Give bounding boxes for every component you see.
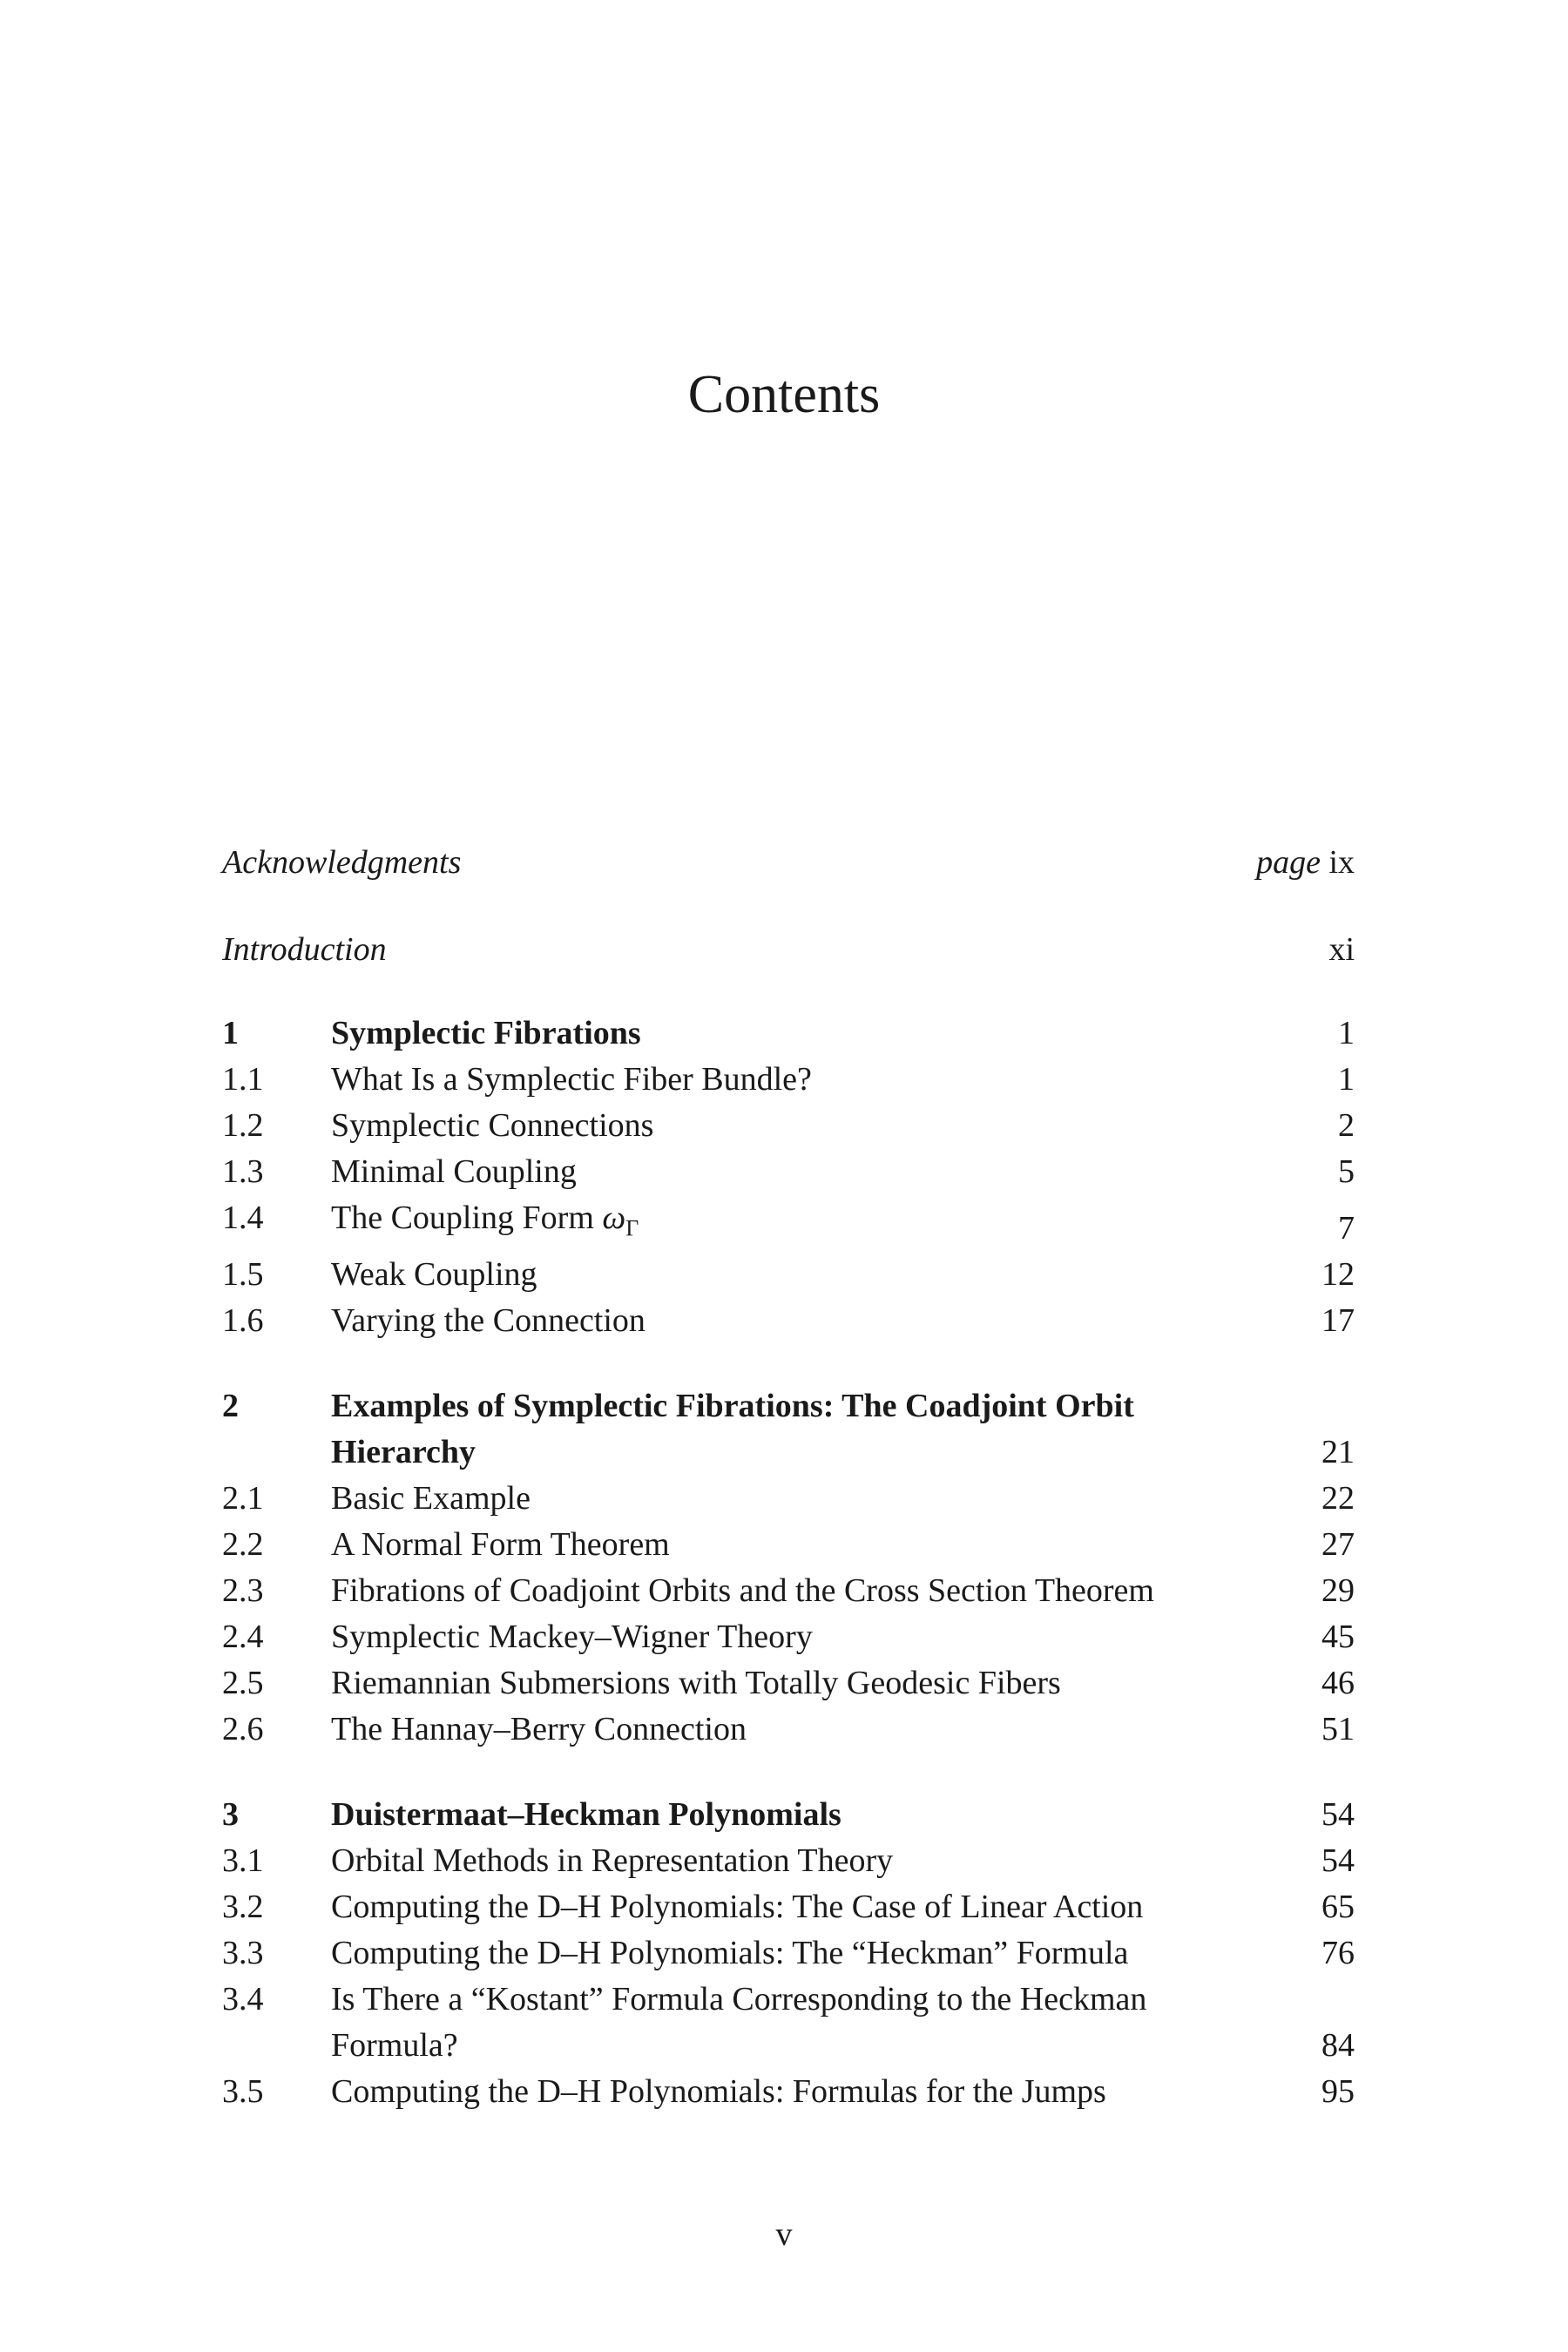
page-folio: v (775, 2216, 793, 2253)
section-number: 2.6 (222, 1710, 264, 1747)
chapter-page: 21 (1321, 1433, 1355, 1470)
section-title: Computing the D–H Polynomials: The Case of Linear Action (331, 1888, 1144, 1925)
chapter-page: 1 (1338, 1015, 1355, 1051)
section-number: 3.4 (222, 1980, 264, 2017)
toc-entry-title: Introduction (222, 931, 387, 968)
section-title: What Is a Symplectic Fiber Bundle? (331, 1061, 812, 1098)
section-number: 1.6 (222, 1301, 264, 1339)
toc-section-row[interactable] (222, 1660, 1355, 1707)
toc-section-row[interactable] (222, 1930, 1355, 1977)
section-number: 3.2 (222, 1888, 264, 1925)
section-title (331, 1195, 1211, 1252)
section-page: 84 (1321, 2026, 1355, 2064)
toc-section-row[interactable] (222, 1614, 1355, 1660)
toc-entry-introduction[interactable] (222, 923, 1355, 976)
section-page: 27 (1321, 1525, 1355, 1563)
chapter-number: 3 (222, 1795, 239, 1833)
section-number: 2.5 (222, 1664, 264, 1701)
chapter-page: 54 (1321, 1795, 1355, 1833)
page-number: xi (1328, 931, 1355, 968)
toc-chapter-2 (222, 1383, 1355, 1753)
section-title: Symplectic Mackey–Wigner Theory (331, 1618, 813, 1655)
section-page: 2 (1338, 1107, 1355, 1144)
chapter-title: Examples of Symplectic Fibrations: The Coadjoint Orbit Hierarchy (331, 1387, 1134, 1470)
section-title: Fibrations of Coadjoint Orbits and the Cross Section Theorem (331, 1571, 1154, 1609)
section-number: 2.4 (222, 1618, 264, 1655)
section-title: Is There a “Kostant” Formula Corresponding to the Heckman Formula? (331, 1980, 1147, 2064)
section-page: 51 (1321, 1710, 1355, 1747)
section-page: 65 (1321, 1888, 1355, 1925)
toc-section-row[interactable] (222, 2069, 1355, 2115)
section-page: 29 (1321, 1571, 1355, 1609)
section-title: Orbital Methods in Representation Theory (331, 1842, 894, 1879)
section-number: 3.5 (222, 2072, 264, 2110)
page-number: ix (1328, 844, 1355, 881)
toc-section-row[interactable] (222, 1476, 1355, 1522)
section-page: 76 (1321, 1934, 1355, 1971)
section-title: Riemannian Submersions with Totally Geodesic Fibers (331, 1664, 1061, 1701)
toc-section-row[interactable] (222, 1149, 1355, 1195)
section-number: 1.1 (222, 1061, 264, 1098)
chapter-title: Duistermaat–Heckman Polynomials (331, 1795, 841, 1833)
page-word: page (1256, 844, 1321, 881)
page-title: Contents (687, 365, 881, 424)
toc-chapter-heading[interactable] (222, 1010, 1355, 1057)
section-page: 22 (1321, 1479, 1355, 1517)
chapter-number: 2 (222, 1387, 239, 1424)
section-title: A Normal Form Theorem (331, 1525, 670, 1563)
toc-entry-page (1328, 923, 1355, 976)
section-page: 46 (1321, 1664, 1355, 1701)
toc-chapter-3 (222, 1792, 1355, 2115)
chapter-title: Symplectic Fibrations (331, 1015, 641, 1051)
section-number: 2.1 (222, 1479, 264, 1517)
section-number: 1.2 (222, 1107, 264, 1144)
toc-section-row[interactable] (222, 1252, 1355, 1298)
section-page: 12 (1321, 1255, 1355, 1293)
toc-section-row[interactable] (222, 1298, 1355, 1344)
toc-section-row[interactable] (222, 1057, 1355, 1103)
section-title: Basic Example (331, 1479, 531, 1517)
section-title: Varying the Connection (331, 1301, 645, 1339)
toc-section-row[interactable] (222, 1977, 1355, 2069)
section-title: Minimal Coupling (331, 1153, 577, 1190)
section-page: 7 (1338, 1209, 1355, 1247)
section-page: 5 (1338, 1153, 1355, 1190)
toc-section-row[interactable] (222, 1522, 1355, 1568)
section-number: 3.1 (222, 1842, 264, 1879)
toc-section-row[interactable] (222, 1884, 1355, 1930)
toc-entry-title: Acknowledgments (222, 844, 462, 881)
section-number: 1.3 (222, 1153, 264, 1190)
toc-section-row[interactable] (222, 1838, 1355, 1884)
omega-symbol: ω (602, 1200, 626, 1236)
toc-section-row[interactable] (222, 1707, 1355, 1753)
section-title: Computing the D–H Polynomials: Formulas for the Jumps (331, 2072, 1106, 2110)
section-title-text: The Coupling Form ω (331, 1200, 626, 1236)
toc-section-row[interactable] (222, 1568, 1355, 1614)
section-number: 2.3 (222, 1571, 264, 1609)
section-page: 54 (1321, 1842, 1355, 1879)
section-page: 45 (1321, 1618, 1355, 1655)
toc-entry-page (1256, 836, 1355, 889)
section-number: 1.4 (222, 1200, 264, 1236)
toc-chapter-heading[interactable] (222, 1792, 1355, 1838)
section-number: 1.5 (222, 1255, 264, 1293)
toc-entry-acknowledgments[interactable] (222, 836, 1355, 889)
section-title: Symplectic Connections (331, 1107, 654, 1144)
table-of-contents (222, 836, 1355, 2115)
toc-chapter-1 (222, 1010, 1355, 1344)
math-subscript: Γ (625, 1215, 639, 1241)
section-title: The Hannay–Berry Connection (331, 1710, 747, 1747)
section-page: 17 (1321, 1301, 1355, 1339)
toc-section-row[interactable] (222, 1195, 1355, 1252)
section-number: 2.2 (222, 1525, 264, 1563)
section-page: 95 (1321, 2072, 1355, 2110)
toc-section-row[interactable] (222, 1103, 1355, 1149)
section-title: Computing the D–H Polynomials: The “Heckman” Formula (331, 1934, 1129, 1971)
section-page: 1 (1338, 1061, 1355, 1098)
section-title: Weak Coupling (331, 1255, 537, 1293)
chapter-number: 1 (222, 1015, 239, 1051)
section-number: 3.3 (222, 1934, 264, 1971)
toc-chapter-heading[interactable] (222, 1383, 1355, 1476)
